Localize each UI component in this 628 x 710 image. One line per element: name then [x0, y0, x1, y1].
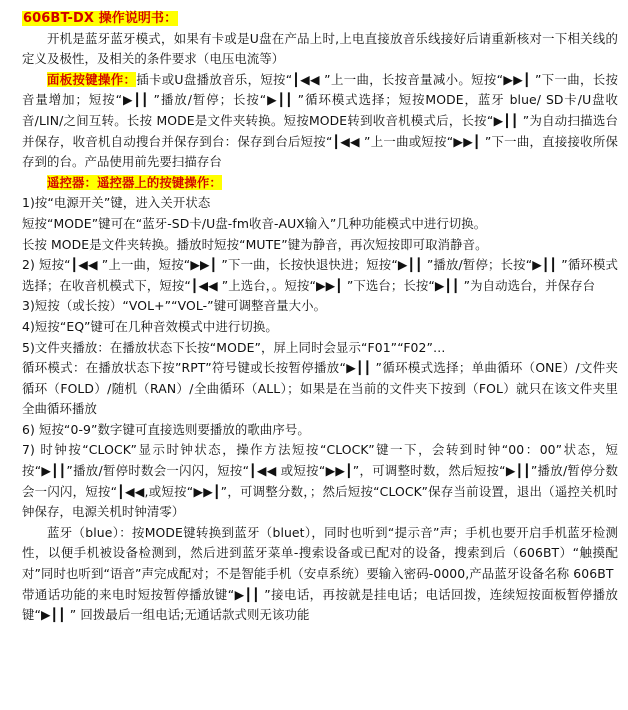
bluetooth-paragraph: 蓝牙（blue）：按MODE键转换到蓝牙（bluet），同时也听到“提示音”声；手机也要开启手机蓝牙检测性，以便手机被设备检测到，然后进到蓝牙菜单-搜索设备或已配对的设备，搜索到后（606BT）“触摸配对”同时也听到“语音”声完成配对；不是智能手机（安卓系统）要输入密码-0000,产品蓝牙设备名称 606BT	[22, 524, 618, 582]
remote-heading: 遥控器：遥控器上的按键操作：	[47, 174, 222, 190]
remote-item: 6) 短按“0-9”数字键可直接选则要播放的歌曲序号。	[22, 421, 310, 437]
remote-item: 4)短按“EQ”键可在几种音效模式中进行切换。	[22, 318, 278, 334]
remote-item: 2) 短按“┃◀◀ ”上一曲，短按“▶▶┃ ”下一曲，长按快退快进；短按“▶┃┃ ”播放/暂停；长按“▶┃┃ ”循环模式选择；在收音机模式下，短按“┃◀◀ ”上选台，。短按“▶▶┃ ”下选台；长按“▶┃┃ ”为自动选台，并保存台	[22, 257, 618, 293]
remote-item: 循环模式：在播放状态下按”RPT”符号键或长按暂停播放“▶┃┃ ”循环模式选择；单曲循环（ONE）/文件夹循环（FOLD）/随机（RAN）/全曲循环（ALL）；如果是在当前的文件夹下按到（FOL）就只在该文件夹里全曲循环播放	[22, 360, 618, 417]
remote-item: 短按“MODE”键可在“蓝牙-SD卡/U盘-fm收音-AUX输入”几种功能模式中进行切换。	[22, 215, 487, 231]
remote-item: 1)按“电源开关”键，进入关开状态	[22, 195, 211, 211]
panel-heading: 面板按键操作：	[47, 71, 137, 87]
remote-item: 5)文件夹播放：在播放状态下长按“MODE”，屏上同时会显示“F01”“F02”…	[22, 339, 446, 355]
remote-item: 7) 时钟按“CLOCK”显示时钟状态，操作方法短按“CLOCK”键一下，会转到时钟“00：00”状态，短按“▶┃┃”播放/暂停时数会一闪闪，短按“┃◀◀ 或短按“▶▶┃”，可调整时数，然后短按“▶┃┃”播放/暂停分数会一闪闪，短按“┃◀◀,或短按“▶▶┃”，可调整分数，；然后短按“CLOCK”保存当前设置，退出（遥控关机时钟保存，电源关机时钟清零）	[22, 442, 618, 520]
remote-item: 3)短按（或长按）“VOL+”“VOL-”键可调整音量大小。	[22, 298, 327, 314]
title-line	[22, 8, 618, 29]
panel-text: 插卡或U盘播放音乐，短按“┃◀◀ ”上一曲，长按音量减小。短按“▶▶┃ ”下一曲，长按音量增加；短按“▶┃┃ ”播放/暂停；长按“▶┃┃ ”循环模式选择；短按MODE，蓝牙 blue/ SD卡/U盘收音/LIN/之间互转。长按 MODE是文件夹转换。短按MODE转到收音机模式后，长按“▶┃┃ ”为自动扫描选台并保存，收音机自动搜台并保存到台：保存到台后短按“┃◀◀ ”上一曲或短按“▶▶┃ ”下一曲，直接接收所保存到的台。产品使用前先要扫描存台	[22, 71, 618, 170]
remote-item: 长按 MODE是文件夹转换。播放时短按“MUTE”键为静音，再次短按即可取消静音。	[22, 236, 488, 252]
call-paragraph: 带通话功能的来电时短按暂停播放键“▶┃┃ ”接电话，再按就是挂电话；电话回拨，连续短按面板暂停播放键“▶┃┃ ” 回拨最后一组电话;无通话款式则无该功能	[22, 586, 618, 623]
intro-paragraph: 开机是蓝牙蓝牙模式，如果有卡或是U盘在产品上时,上电直接放音乐线接好后请重新核对一下相关线的定义及极性，及相关的条件要求（电压电流等）	[22, 30, 618, 67]
document-title: 606BT-DX 操作说明书：	[23, 11, 178, 26]
remote-heading-line	[22, 173, 618, 194]
panel-section	[22, 70, 618, 173]
